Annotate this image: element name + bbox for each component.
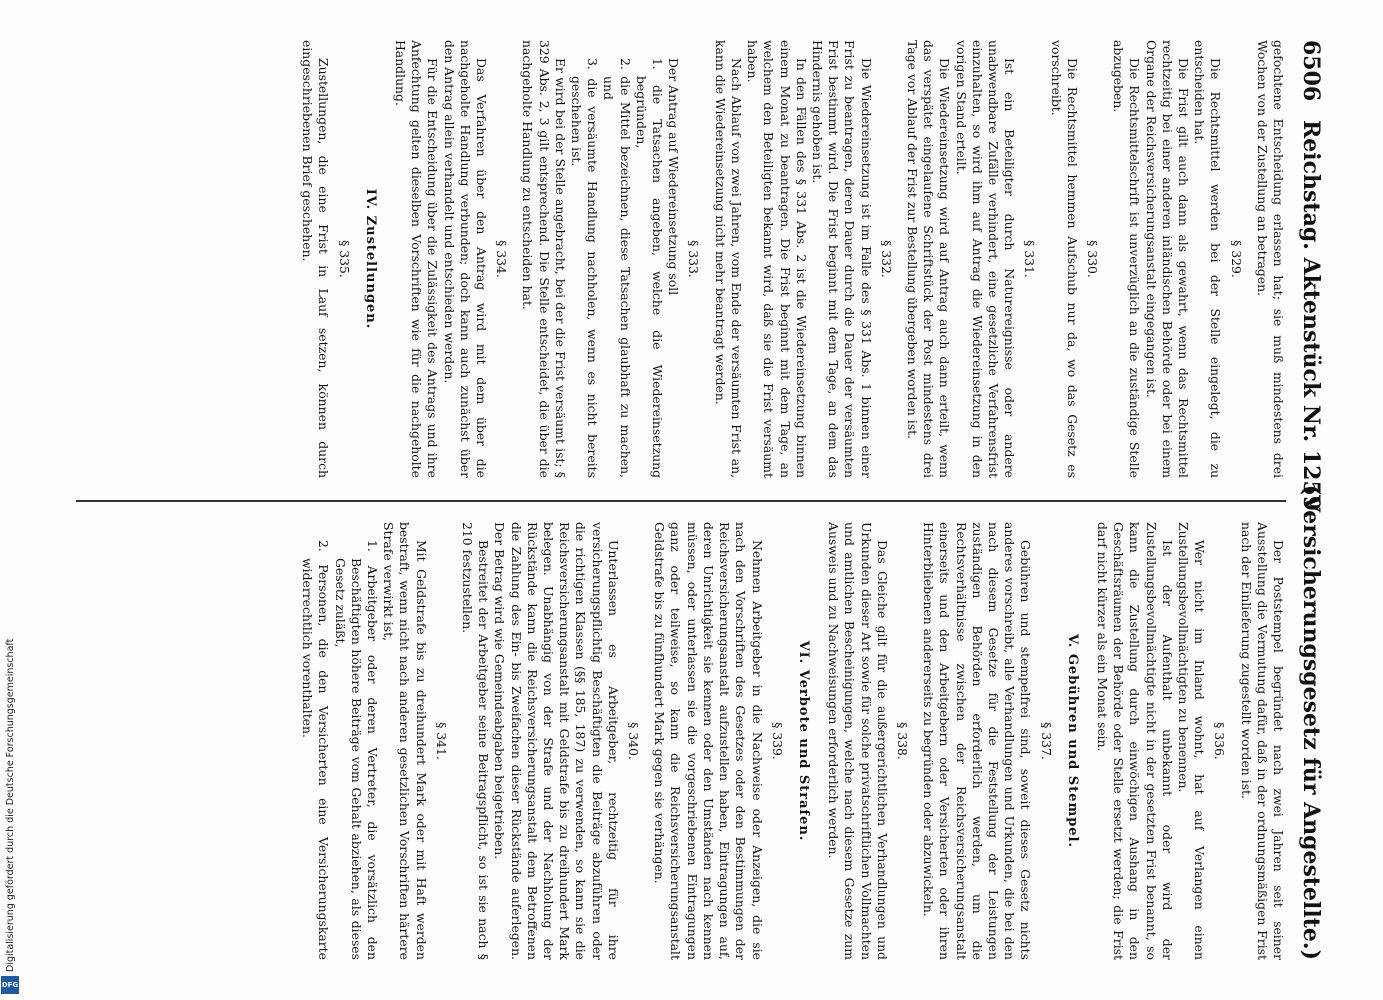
- section-label: § 338.: [894, 722, 910, 760]
- paragraph: Die Wiedereinsetzung ist im Falle des § 331 Abs. 1 binnen einer Frist zu beantragen, deren Dauer durch die Dauer der versäumten Frist bestimmt wird. Die Frist beginnt mit dem Tage, an dem das Hindernis gehoben ist.: [809, 40, 874, 478]
- paragraph: In den Fällen des § 331 Abs. 2 ist die Wiedereinsetzung binnen einem Monat zu beantragen. Die Frist beginnt mit dem Tage, an welchem den Beteiligten bekannt wird, daß sie die Frist versäumt haben.: [745, 40, 809, 478]
- paragraph: Ist ein Beteiligter durch Naturereignisse oder andere unabwendbare Zufälle verhindert, eine gesetzliche Verfahrensfrist einzuhalten, so wird ihm auf Antrag die Wiedereinsetzung in den vorigen Stand erteilt.: [953, 40, 1018, 478]
- paragraph: Ist der Aufenthalt unbekannt oder wird der Zustellungsbevollmächtigte nicht in der gesetzten Frist benannt, so kann die Zustellung durch einwöchigen Aushang in den Geschäftsräumen der Behörde oder Stelle ersetzt werden; die Frist darf nicht kürzer als ein Monat sein.: [1094, 522, 1175, 960]
- section-label: § 334.: [494, 240, 510, 278]
- list-item: 1. Arbeitgeber oder deren Vertreter, die vorsätzlich den Beschäftigten höhere Beiträge vom Gehalt abziehen, als dieses Gesetz zuläßt,: [332, 540, 381, 960]
- digitization-credit: [0, 0, 22, 1000]
- section-label: § 337.: [1038, 722, 1054, 760]
- paragraph: Unterlassen es Arbeitgeber, rechtzeitig für ihre versicherungspflichtig Beschäftigten die Beiträge abzuführen oder die richtigen Klassen (§§ 185, 187) zu verwenden, so kann sie die Reichsversicherungsanstalt mit Geldstrafe bis zu dreihundert Mark belegen. Unabhängig von der Strafe und der Nachholung der Rückstände kann die Reichsversicherungsanstalt dem Betroffenen die Zahlung des Ein- bis Zweifachen dieser Rückstände auferlegen. Der Betrag wird wie Gemeindeabgaben beigetrieben.: [492, 522, 621, 960]
- paragraph: Gebühren und stempelfrei sind, soweit dieses Gesetz nichts anderes vorschreibt, alle Verhandlungen und Urkunden, die bei den nach diesem Gesetze für die Feststellung der Leistungen zuständigen Behörden erforderlich werden, um die Rechtsverhältnisse zwischen der Reichsversicherungsanstalt einerseits und den Arbeitgebern oder Versicherten oder ihren Hinterbliebenen andererseits zu begründen oder abzuwickeln.: [921, 522, 1034, 960]
- paragraph: Für die Entscheidung über die Zulässigkeit des Antrags und ihre Anfechtung gelten dieselben Vorschriften wie für die nachgeholte Handlung.: [393, 40, 441, 478]
- paragraph: Er wird bei der Stelle angebracht, bei der die Frist versäumt ist; § 329 Abs. 2, 3 gilt entsprechend. Die Stelle entscheidet, die über die nachgeholte Handlung zu entscheiden hat.: [520, 40, 568, 478]
- page-header: [1288, 40, 1330, 960]
- section-label: § 340.: [626, 722, 642, 760]
- paragraph: Die Wiedereinsetzung wird auf Antrag auch dann erteilt, wenn das verspätet eingelaufene Schriftstück der Post mindestens drei Tage vor Ablauf der Frist zur Bestellung übergeben worden ist.: [904, 40, 953, 478]
- page-title: Reichstag. Aktenstück Nr. 1259.: [1298, 120, 1324, 519]
- section-label: § 329.: [1228, 240, 1244, 278]
- paragraph: Die Frist gilt auch dann als gewahrt, wenn das Rechtsmittel rechtzeitig bei einer anderen inländischen Behörde oder bei einem Organe der Reichsversicherungsanstalt eingegangen ist.: [1143, 40, 1191, 478]
- section-label: § 335.: [336, 240, 352, 278]
- paragraph: Bestreitet der Arbeitgeber seine Beitragspflicht, so ist sie nach § 210 festzustellen.: [460, 522, 492, 960]
- section-label: § 332.: [878, 240, 894, 278]
- list-item: 2. die Mittel bezeichnen, diese Tatsachen glaubhaft zu machen, und: [601, 58, 633, 478]
- paragraph: Die Rechtsmittel hemmen Aufschub nur da, wo das Gesetz es vorschreibt.: [1048, 40, 1080, 478]
- paragraph: Der Antrag auf Wiedereinsetzung soll: [666, 58, 682, 296]
- left-column: [71, 40, 1286, 478]
- column-divider: [76, 500, 1286, 502]
- section-label: § 330.: [1084, 240, 1100, 278]
- paragraph: Der Poststempel begründet nach zwei Jahren seit seiner Ausstellung die Vermutung dafür, daß in der ordnungsmäßigen Frist nach der Einlieferung zugestellt worden ist.: [1238, 522, 1286, 960]
- paragraph: Das Verfahren über den Antrag wird mit dem über die nachgeholte Handlung verbunden; doch kann auch zunächst über den Antrag allein verhandelt und entschieden werden.: [441, 40, 490, 478]
- page-number: 6506: [1298, 40, 1324, 102]
- list-item: 3. die versäumte Handlung nachholen, wenn es nicht bereits geschehen ist.: [569, 58, 601, 478]
- part-heading: V. Gebühren und Stempel.: [1064, 633, 1080, 849]
- list-item: 1. die Tatsachen angeben, welche die Wiedereinsetzung begründen,: [633, 58, 666, 478]
- paragraph: Mit Geldstrafe bis zu dreihundert Mark oder mit Haft werden bestraft, wenn nicht nach anderen gesetzlichen Vorschriften härtere Strafe verwirkt ist,: [381, 522, 429, 960]
- paragraph: Das Gleiche gilt für die außergerichtlichen Verhandlungen und Urkunden dieser Art sowie für solche privatschriftlichen Vollmachten und amtlichen Bescheinigungen, welche nach diesem Gesetze zum Ausweis und zu Nachweisungen erforderlich werden.: [826, 522, 890, 960]
- section-label: § 336.: [1212, 722, 1228, 760]
- document-page: [50, 40, 1330, 960]
- paragraph: Nach Ablauf von zwei Jahren, vom Ende der versäumten Frist an, kann die Wiedereinsetzung nicht mehr beantragt werden.: [712, 40, 744, 478]
- section-label: § 331.: [1022, 240, 1038, 278]
- page-subtitle: (Versicherungsgesetz für Angestellte.): [1298, 484, 1324, 960]
- paragraph: Zustellungen, die eine Frist in Lauf setzen, können durch eingeschriebenen Brief geschehen.: [300, 40, 332, 478]
- list-item: 2. Personen, die den Versicherten eine Versicherungskarte widerrechtlich vorenthalten.: [300, 540, 332, 960]
- paragraph: Die Rechtsmittel werden bei der Stelle eingelegt, die zu entscheiden hat.: [1192, 40, 1224, 478]
- paragraph: Die Rechtsmittelschrift ist unverzüglich an die zuständige Stelle abzugeben.: [1111, 40, 1143, 478]
- dfg-logo: DFG: [1, 976, 19, 994]
- section-label: § 339.: [769, 722, 785, 760]
- credit-text: Digitalisierung gefördert durch die Deutsche Forschungsgemeinschaft: [5, 638, 16, 972]
- part-heading: VI. Verbote und Strafen.: [795, 640, 811, 842]
- paragraph: gefochtene Entscheidung erlassen hat; sie muß mindestens drei Wochen von der Zustellung an betragen.: [1254, 40, 1286, 478]
- paragraph: Wer nicht im Inland wohnt, hat auf Verlangen einen Zustellungsbevollmächtigten zu benennen.: [1175, 522, 1208, 960]
- paragraph: Nehmen Arbeitgeber in die Nachweise oder Anzeigen, die sie nach den Vorschriften des Gesetzes oder den Bestimmungen der Reichsversicherungsanstalt aufzustellen haben, Eintragungen auf, deren Unrichtigkeit sie kennen oder den Umständen nach kennen müssen, oder unterlassen sie die vorgeschriebenen Eintragungen ganz oder teilweise, so kann die Reichsversicherungsanstalt Geldstrafe bis zu fünfhundert Mark gegen sie verhängen.: [652, 522, 765, 960]
- section-label: § 341.: [433, 722, 449, 760]
- part-heading: IV. Zustellungen.: [362, 188, 378, 330]
- section-label: § 333.: [686, 240, 702, 278]
- right-column: [71, 522, 1286, 960]
